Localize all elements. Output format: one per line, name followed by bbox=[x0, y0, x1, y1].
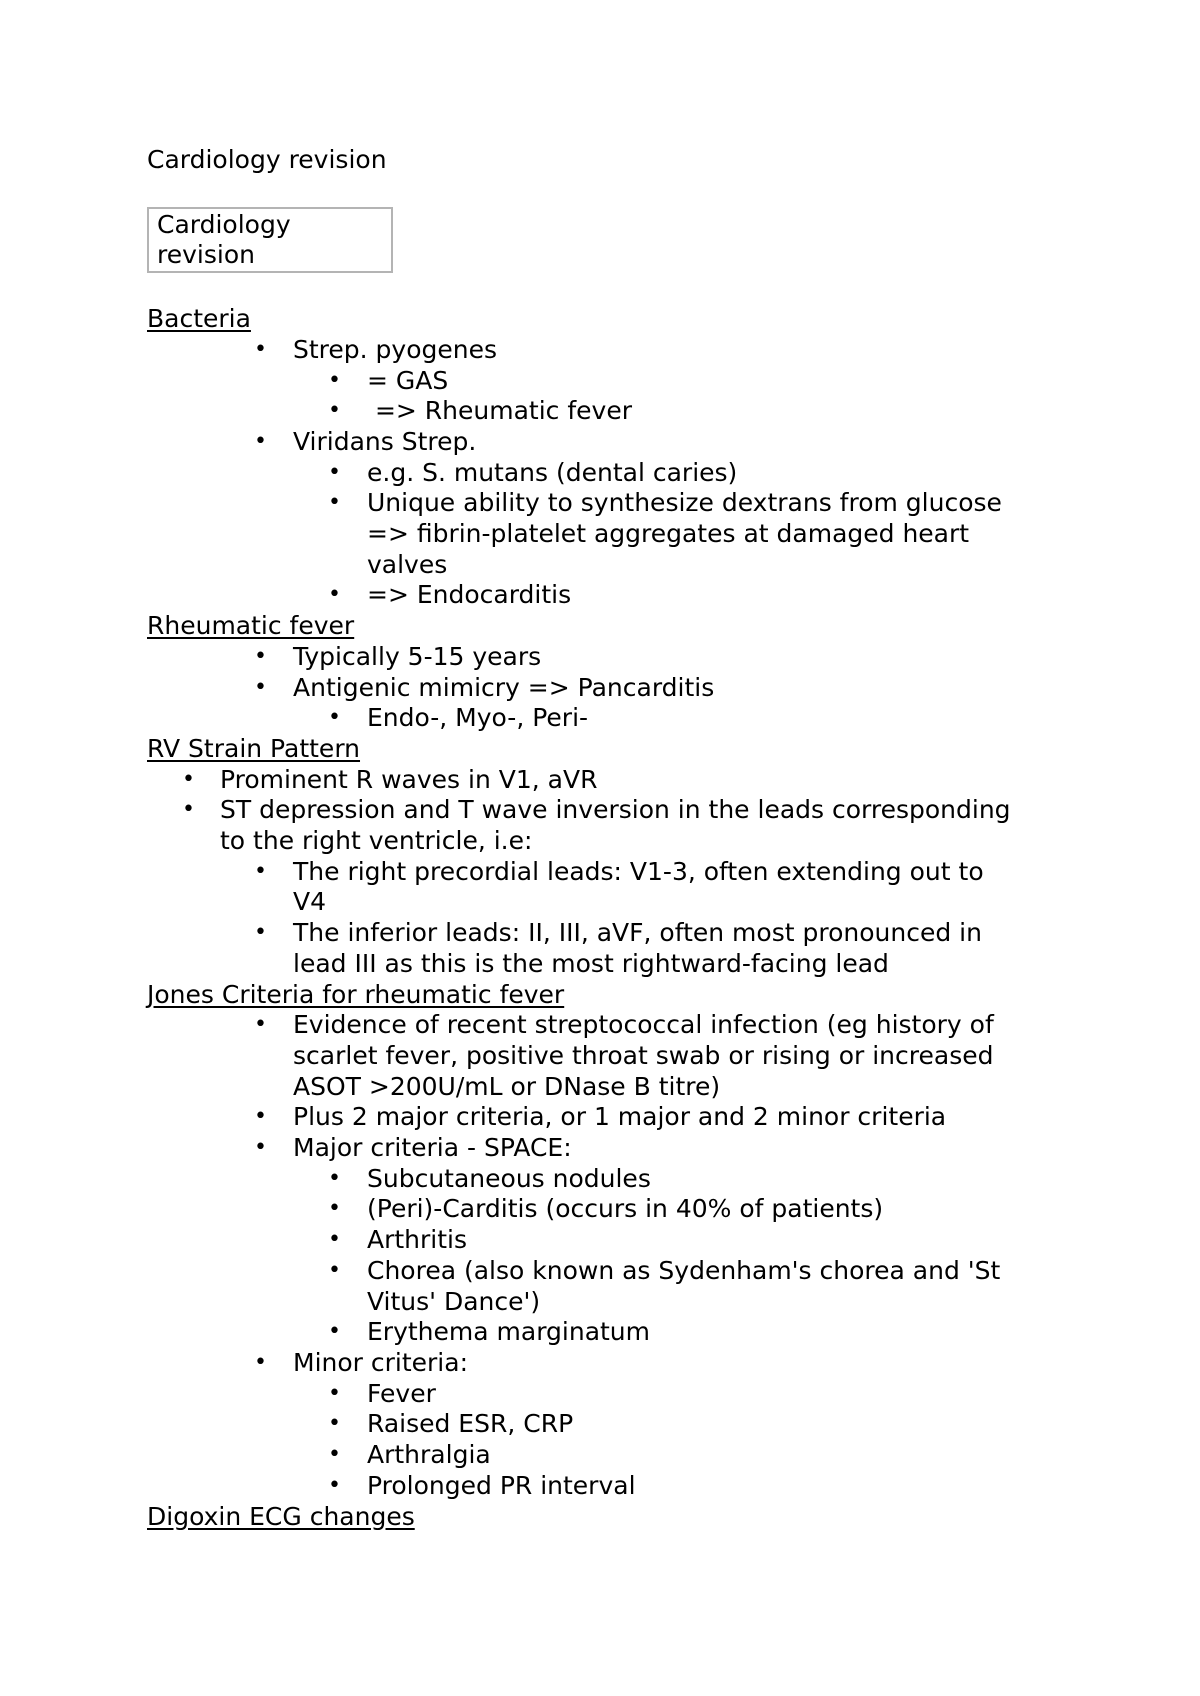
list-item-text: • Major criteria - SPACE: bbox=[293, 1133, 572, 1163]
list-item bbox=[147, 396, 1067, 427]
list-item bbox=[147, 1440, 1067, 1471]
list-item-text: scarlet fever, positive throat swab or rising or increased bbox=[293, 1040, 994, 1070]
list-item bbox=[147, 857, 1067, 918]
list-item-text: valves bbox=[367, 549, 448, 579]
list-item bbox=[147, 703, 1067, 734]
list-item-text: • Viridans Strep. bbox=[293, 426, 477, 456]
list-item-text: • The right precordial leads: V1-3, often extending out to bbox=[293, 856, 984, 886]
list-item bbox=[147, 795, 1067, 856]
heading-rv-strain: RV Strain Pattern bbox=[147, 733, 361, 763]
list-item-text: • Typically 5-15 years bbox=[293, 641, 542, 671]
list-item bbox=[147, 1348, 1067, 1379]
title-box-line: revision bbox=[157, 240, 255, 270]
list-item-text: • Chorea (also known as Sydenham's chorea and 'St bbox=[367, 1255, 1001, 1285]
list-item bbox=[147, 458, 1067, 489]
list-item bbox=[147, 488, 1067, 580]
list-item bbox=[147, 1133, 1067, 1164]
list-item bbox=[147, 765, 1067, 796]
list-item-text: • = GAS bbox=[367, 365, 449, 395]
list-item-text: • Evidence of recent streptococcal infection (eg history of bbox=[293, 1010, 994, 1040]
list-item-text: • Endo-, Myo-, Peri- bbox=[367, 703, 589, 733]
jones-criteria-list bbox=[147, 1010, 1067, 1501]
list-item-text: • (Peri)-Carditis (occurs in 40% of patients) bbox=[367, 1194, 884, 1224]
list-item bbox=[147, 1379, 1067, 1410]
heading-jones-criteria: Jones Criteria for rheumatic fever bbox=[147, 979, 565, 1009]
list-item bbox=[147, 673, 1067, 704]
title-box-line: Cardiology bbox=[157, 209, 291, 239]
list-item-text: lead III as this is the most rightward-facing lead bbox=[293, 948, 889, 978]
list-item-text: to the right ventricle, i.e: bbox=[220, 826, 533, 856]
list-item bbox=[147, 335, 1067, 366]
list-item-text: • Prominent R waves in V1, aVR bbox=[220, 764, 598, 794]
list-item-text: • ST depression and T wave inversion in the leads corresponding bbox=[220, 795, 1011, 825]
list-item-text: • Fever bbox=[367, 1378, 436, 1408]
list-item-text: • Arthritis bbox=[367, 1225, 468, 1255]
list-item-text: • e.g. S. mutans (dental caries) bbox=[367, 457, 738, 487]
document-title: Cardiology revision bbox=[147, 145, 387, 174]
list-item bbox=[147, 1194, 1067, 1225]
list-item bbox=[147, 366, 1067, 397]
list-item bbox=[147, 1102, 1067, 1133]
list-item-text: => fibrin-platelet aggregates at damaged heart bbox=[367, 519, 970, 549]
list-item-text: • The inferior leads: II, III, aVF, often most pronounced in bbox=[293, 918, 982, 948]
list-item bbox=[147, 580, 1067, 611]
heading-rheumatic-fever: Rheumatic fever bbox=[147, 611, 355, 641]
list-item-text: V4 bbox=[293, 887, 327, 917]
list-item-text: • => Rheumatic fever bbox=[367, 396, 632, 426]
list-item-text: • Antigenic mimicry => Pancarditis bbox=[293, 672, 715, 702]
list-item bbox=[147, 1010, 1067, 1102]
list-item-text: Vitus' Dance') bbox=[367, 1286, 541, 1316]
list-item bbox=[147, 1317, 1067, 1348]
list-item-text: • Arthralgia bbox=[367, 1440, 491, 1470]
list-item bbox=[147, 1409, 1067, 1440]
list-item-text: ASOT >200U/mL or DNase B titre) bbox=[293, 1071, 721, 1101]
list-item bbox=[147, 1256, 1067, 1317]
heading-digoxin: Digoxin ECG changes bbox=[147, 1501, 415, 1531]
list-item-text: • => Endocarditis bbox=[367, 580, 572, 610]
list-item bbox=[147, 427, 1067, 458]
rv-strain-list bbox=[147, 765, 1067, 980]
list-item-text: • Unique ability to synthesize dextrans from glucose bbox=[367, 488, 1002, 518]
list-item-text: • Subcutaneous nodules bbox=[367, 1163, 651, 1193]
list-item bbox=[147, 1225, 1067, 1256]
heading-bacteria: Bacteria bbox=[147, 304, 251, 334]
list-item bbox=[147, 1164, 1067, 1195]
list-item-text: • Raised ESR, CRP bbox=[367, 1409, 574, 1439]
list-item-text: • Minor criteria: bbox=[293, 1348, 468, 1377]
list-item-text: • Plus 2 major criteria, or 1 major and 2 minor criteria bbox=[293, 1102, 947, 1132]
document-page bbox=[147, 145, 1067, 1532]
list-item-text: • Strep. pyogenes bbox=[293, 334, 498, 364]
list-item bbox=[147, 642, 1067, 673]
bacteria-list bbox=[147, 335, 1067, 611]
rheumatic-fever-list bbox=[147, 642, 1067, 734]
list-item-text: • Prolonged PR interval bbox=[367, 1470, 636, 1500]
list-item bbox=[147, 918, 1067, 979]
list-item bbox=[147, 1471, 1067, 1502]
title-text-box bbox=[147, 207, 393, 273]
list-item-text: • Erythema marginatum bbox=[367, 1317, 651, 1347]
